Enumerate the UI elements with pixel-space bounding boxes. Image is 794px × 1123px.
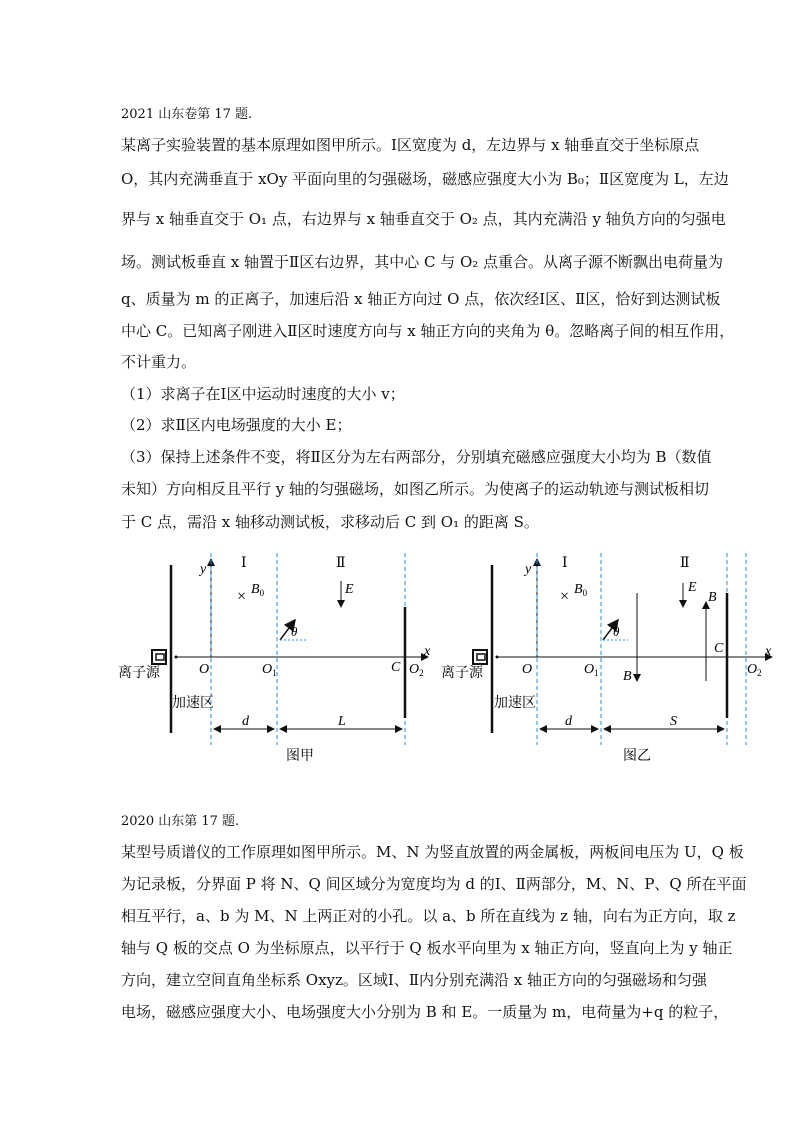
o2-label: $O_2$ [409,662,424,678]
problem-text-line: 某离子实验装置的基本原理如图甲所示。Ⅰ区宽度为 d，左边界与 x 轴垂直交于坐标原点 [121,136,700,154]
problem-text-line: O，其内充满垂直于 xOy 平面向里的匀强磁场，磁感应强度大小为 B₀；Ⅱ区宽度为 L，左边 [121,170,729,188]
s-dimension-label: S [670,714,677,729]
c-label: C [714,641,724,656]
magnetic-field-cross: × [237,588,247,605]
ion-source-label: 离子源 [441,666,483,681]
region2-label: Ⅱ [680,556,690,571]
o1-label: $O_1$ [584,662,599,678]
e-label: E [345,582,354,597]
y-axis-label: y [200,562,207,577]
x-axis-label: x [424,644,431,659]
ion-source-icon [152,650,166,664]
question-3-cont: 未知）方向相反且平行 y 轴的匀强磁场，如图乙所示。为使离子的运动轨迹与测试板相切 [121,480,710,498]
d-dimension-label: d [565,714,572,729]
b0-label: $B_0$ [574,582,588,598]
o1-label: $O_1$ [262,662,277,678]
accel-region-label: 加速区 [172,696,214,711]
problem-text-line: 不计重力。 [121,353,197,371]
problem-text-line: 轴与 Q 板的交点 O 为坐标原点，以平行于 Q 板水平向里为 x 轴正方向，竖直向上为 y 轴正 [121,939,733,957]
question-2: （2）求Ⅱ区内电场强度的大小 E； [121,416,352,434]
question-1: （1）求离子在Ⅰ区中运动时速度的大小 v； [121,385,405,403]
origin-o-label: O [199,662,210,677]
problem-text-line: 相互平行，a、b 为 M、N 上两正对的小孔。以 a、b 所在直线为 z 轴，向右为正方向，取 z [121,907,736,925]
l-dimension-label: L [338,714,346,729]
problem-text-line: 某型号质谱仪的工作原理如图甲所示。M、N 为竖直放置的两金属板，两板间电压为 U，Q 板 [121,843,744,861]
b-up-label: B [708,590,717,605]
accel-region-label: 加速区 [494,696,536,711]
question-3-cont: 于 C 点，需沿 x 轴移动测试板，求移动后 C 到 O₁ 的距离 S。 [121,513,539,531]
figure-svg [110,545,790,770]
figure-caption: 图甲 [286,749,314,764]
problem-text-line: q、质量为 m 的正离子，加速后沿 x 轴正方向过 O 点，依次经Ⅰ区、Ⅱ区，恰好到达测试板 [121,290,721,308]
problem-text-line: 中心 C。已知离子刚进入Ⅱ区时速度方向与 x 轴正方向的夹角为 θ。忽略离子间的相互作用， [121,322,735,340]
theta-label: θ [291,624,298,639]
theta-label: θ [613,624,620,639]
figure-jia [118,553,431,764]
ion-source-label: 离子源 [118,666,160,681]
problem-text-line: 界与 x 轴垂直交于 O₁ 点，右边界与 x 轴垂直交于 O₂ 点，其内充满沿 y 轴负方向的匀强电 [121,210,726,228]
entry-dot [175,656,178,659]
b-down-label: B [623,669,632,684]
problem-text-line: 为记录板，分界面 P 将 N、Q 间区域分为宽度均为 d 的Ⅰ、Ⅱ两部分，M、N、P、Q 所在平面 [121,875,747,893]
o2-label: $O_2$ [747,662,762,678]
figures [110,545,790,774]
entry-dot [496,656,499,659]
problem-heading: 2020 山东第 17 题. [121,814,240,829]
region2-label: Ⅱ [336,556,346,571]
e-label: E [688,580,697,595]
problem-text-line: 场。测试板垂直 x 轴置于Ⅱ区右边界，其中心 C 与 O₂ 点重合。从离子源不断飘出电荷量为 [121,253,724,271]
b0-label: $B_0$ [251,582,265,598]
c-label: C [391,660,401,675]
x-axis-label: x [765,644,772,659]
y-axis-label: y [525,562,532,577]
problem-text-line: 电场，磁感应强度大小、电场强度大小分别为 B 和 E。一质量为 m，电荷量为+q 的粒子， [121,1003,729,1021]
magnetic-field-cross: × [560,588,570,605]
d-dimension-label: d [242,714,249,729]
origin-o-label: O [522,662,533,677]
region1-label: Ⅰ [562,556,568,571]
problem-text-line: 方向，建立空间直角坐标系 Oxyz。区域Ⅰ、Ⅱ内分别充满沿 x 轴正方向的匀强磁场和匀强 [121,971,708,989]
ion-source-icon [473,650,487,664]
figure-caption: 图乙 [623,749,651,764]
figure-yi [441,553,772,764]
question-3: （3）保持上述条件不变，将Ⅱ区分为左右两部分，分别填充磁感应强度大小均为 B（数值 [121,448,712,466]
problem-heading: 2021 山东卷第 17 题. [121,107,253,122]
region1-label: Ⅰ [241,556,247,571]
